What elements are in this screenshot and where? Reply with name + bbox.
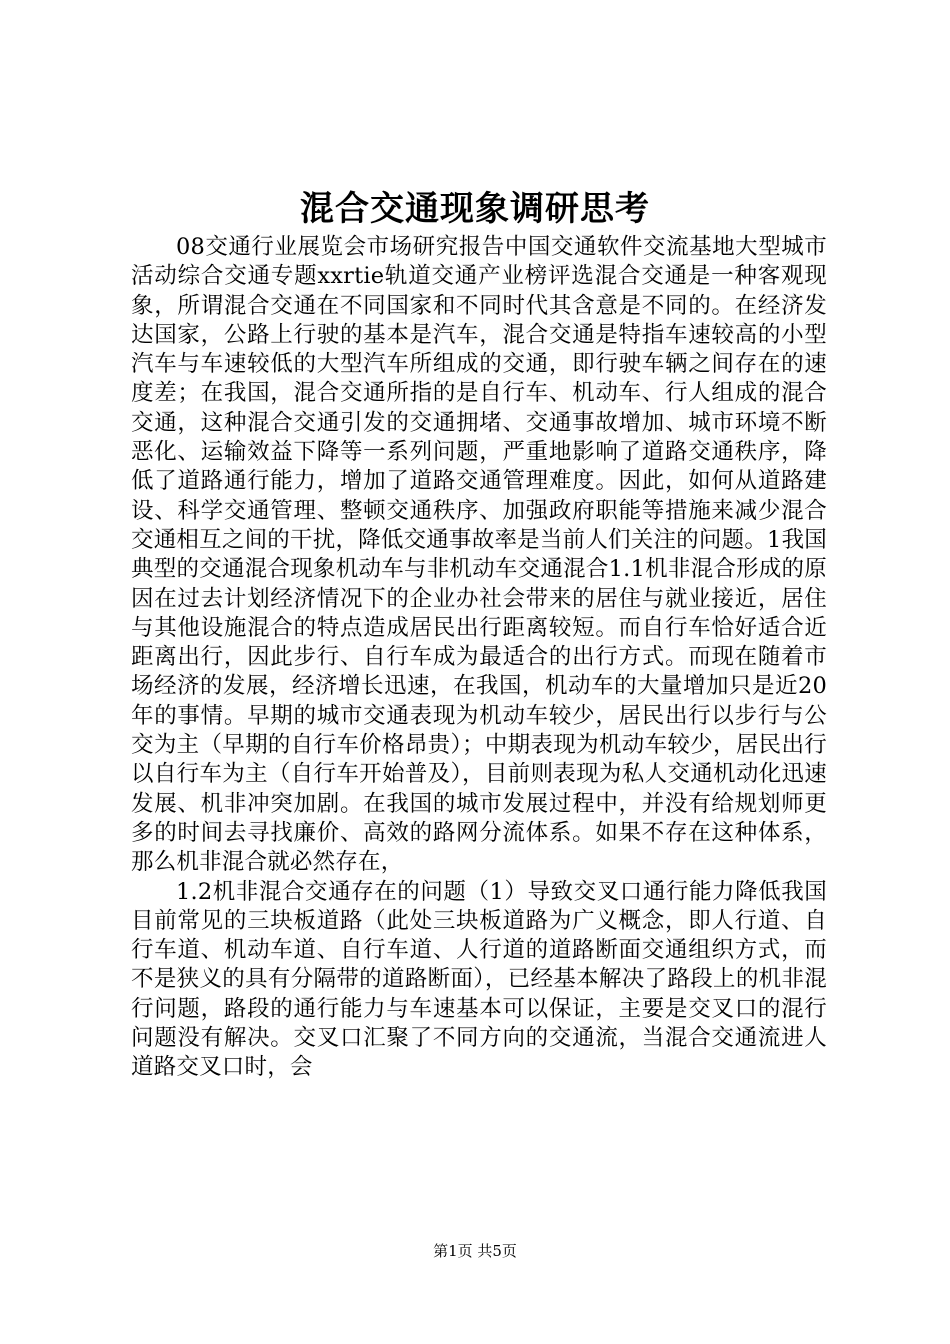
document-title: 混合交通现象调研思考 [300, 189, 650, 229]
document-body [131, 233, 827, 1083]
paragraph-1: 08交通行业展览会市场研究报告中国交通软件交流基地大型城市活动综合交通专题xxrtie轨道交通产业榜评选混合交通是一种客观现象，所谓混合交通在不同国家和不同时代其含意是不同的。在经济发达国家，公路上行驶的基本是汽车，混合交通是特指车速较高的小型汽车与车速较低的大型汽车所组成的交通，即行驶车辆之间存在的速度差；在我国，混合交通所指的是自行车、机动车、行人组成的混合交通，这种混合交通引发的交通拥堵、交通事故增加、城市环境不断恶化、运输效益下降等一系列问题，严重地影响了道路交通秩序，降低了道路通行能力，增加了道路交通管理难度。因此，如何从道路建设、科学交通管理、整顿交通秩序、加强政府职能等措施来减少混合交通相互之间的干扰，降低交通事故率是当前人们关注的问题。1我国典型的交通混合现象机动车与非机动车交通混合1.1机非混合形成的原因在过去计划经济情况下的企业办社会带来的居住与就业接近，居住与其他设施混合的特点造成居民出行距离较短。而自行车恰好适合近距离出行，因此步行、自行车成为最适合的出行方式。而现在随着市场经济的发展，经济增长迅速，在我国，机动车的大量增加只是近20年的事情。早期的城市交通表现为机动车较少，居民出行以步行与公交为主（早期的自行车价格昂贵）；中期表现为机动车较少，居民出行以自行车为主（自行车开始普及），目前则表现为私人交通机动化迅速发展、机非冲突加剧。在我国的城市发展过程中，并没有给规划师更多的时间去寻找廉价、高效的路网分流体系。如果不存在这种体系，那么机非混合就必然存在， [131, 234, 827, 876]
paragraph-2: 1.2机非混合交通存在的问题（1）导致交叉口通行能力降低我国目前常见的三块板道路（此处三块板道路为广义概念，即人行道、自行车道、机动车道、自行车道、人行道的道路断面交通组织方式，而不是狭义的具有分隔带的道路断面），已经基本解决了路段上的机非混行问题，路段的通行能力与车速基本可以保证，主要是交叉口的混行问题没有解决。交叉口汇聚了不同方向的交通流，当混合交通流进人道路交叉口时，会 [131, 878, 827, 1081]
page-number-footer: 第1页 共5页 [433, 1242, 517, 1260]
